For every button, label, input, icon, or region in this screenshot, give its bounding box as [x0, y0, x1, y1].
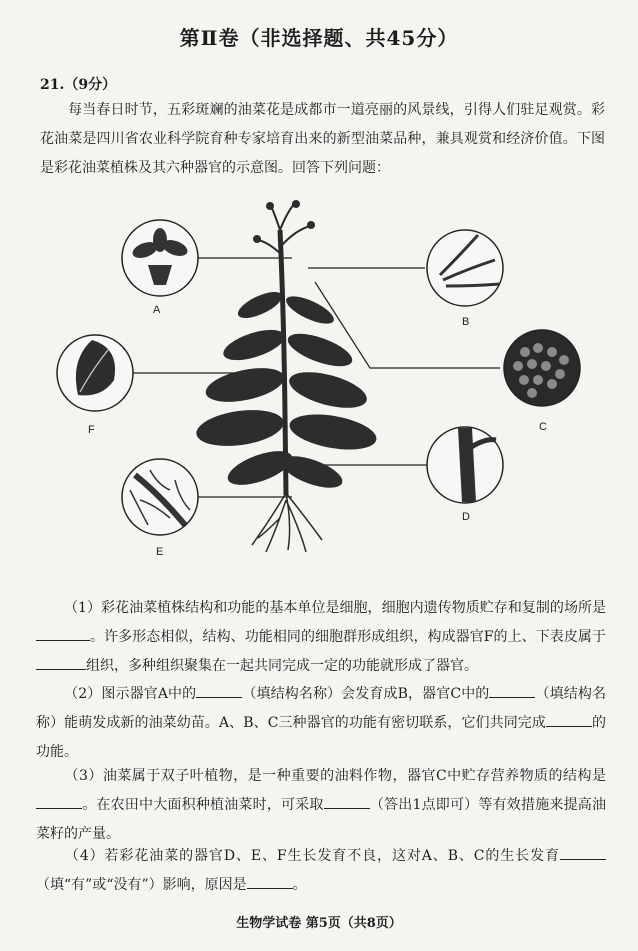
answer-blank-6[interactable] [36, 794, 82, 809]
intro-text: 每当春日时节，五彩斑斓的油菜花是成都市一道亮丽的风景线，引得人们驻足观赏。彩花油菜是四川省农业科学院育种专家培育出来的新型油菜品种，兼具观赏和经济价值。下图是彩花油菜植株及其六种器官的示意图。回答下列问题： [40, 102, 605, 176]
answer-blank-5[interactable] [546, 712, 592, 727]
question-number: 21.（9分） [40, 77, 117, 93]
inset-f-leaf [57, 335, 133, 436]
subquestion-3: （3）油菜属于双子叶植物，是一种重要的油料作物，器官C中贮存营养物质的结构是。在农田中大面积种植油菜时，可采取 （答出1点即可）等有效措施来提高油菜籽的产量。 [36, 768, 607, 842]
subquestion-4: （4）若彩花油菜的器官D、E、F生长发育不良，这对A、B、C的生长发育（填“有”或“没有”）影响，原因是 。 [36, 842, 606, 900]
inset-a-flower [122, 220, 198, 316]
plant-roots [252, 493, 322, 552]
inset-e-root [122, 459, 198, 558]
answer-blank-7[interactable] [324, 794, 370, 809]
label-e: E [156, 546, 164, 558]
label-b: B [462, 316, 470, 328]
answer-blank-4[interactable] [489, 683, 535, 698]
label-d: D [462, 511, 470, 523]
subquestion-2: （2）图示器官A中的 （填结构名称）会发育成B，器官C中的 （填结构名称）能萌发成新的油菜幼苗。A、B、C三种器官的功能有密切联系，它们共同完成 的功能。 [36, 680, 606, 767]
answer-blank-1[interactable] [36, 626, 90, 641]
plant-organs-figure [30, 200, 620, 580]
subquestion-1: （1）彩花油菜植株结构和功能的基本单位是细胞，细胞内遗传物质贮存和复制的场所是。许多形态相似，结构、功能相同的细胞群形成组织，构成器官F的上、下表皮属于组织，多种组织聚集在一起共同完成一定的功能就形成了器官。 [36, 594, 606, 681]
label-c: C [539, 421, 547, 433]
inset-b-pods [427, 230, 503, 328]
inset-c-seeds [504, 330, 580, 433]
section-title: 第Ⅱ卷（非选择题、共45分） [179, 26, 459, 50]
answer-blank-8[interactable] [560, 845, 606, 860]
label-f: F [88, 424, 95, 436]
question-intro [40, 96, 605, 183]
page-footer: 生物学试卷 第5页（共8页） [236, 916, 402, 931]
label-a: A [153, 304, 161, 316]
answer-blank-9[interactable] [247, 874, 293, 889]
inset-d-stem [427, 427, 503, 523]
answer-blank-3[interactable] [196, 683, 242, 698]
answer-blank-2[interactable] [36, 655, 86, 670]
plant-illustration [194, 200, 379, 552]
